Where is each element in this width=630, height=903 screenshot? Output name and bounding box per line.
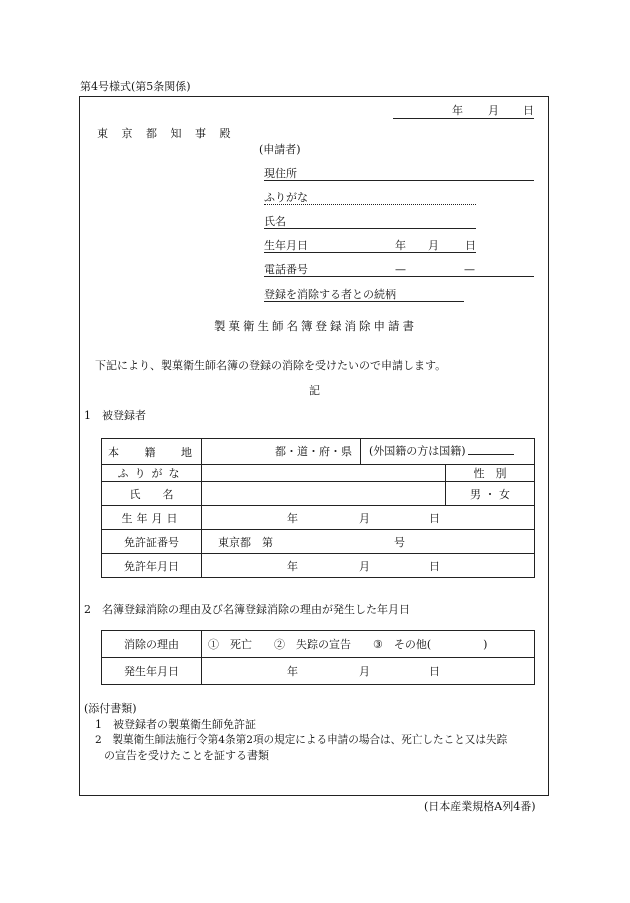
reason-label: 消除の理由	[102, 631, 202, 658]
intro-text: 下記により、製菓衛生師名簿の登録の消除を受けたいので申請します。	[95, 359, 447, 372]
birth-field[interactable]	[264, 252, 476, 253]
birth-label: 生年月日	[264, 239, 308, 252]
applicant-heading: (申請者)	[259, 143, 301, 156]
form-title: 製菓衛生師名簿登録消除申請書	[214, 319, 417, 333]
birth-cell-month: 月	[359, 511, 370, 525]
phone-field[interactable]	[264, 276, 534, 277]
table-row	[102, 482, 535, 506]
phone-dash-1: —	[395, 263, 406, 276]
table-row	[102, 631, 535, 658]
license-no-label: 免許証番号	[102, 530, 202, 554]
attachments-heading: (添付書類)	[84, 702, 137, 715]
honseki-divider	[360, 439, 361, 464]
birth-cell[interactable]	[202, 506, 535, 530]
honseki-label: 本 籍 地	[102, 439, 202, 465]
date-month: 月	[488, 104, 499, 117]
attachment-item-1: 1 被登録者の製菓衛生師免許証	[95, 718, 256, 731]
form-number: 第4号様式(第5条関係)	[80, 80, 191, 93]
furigana-cell[interactable]	[202, 465, 446, 482]
date-day: 日	[523, 104, 534, 117]
occurrence-day: 日	[429, 665, 440, 678]
license-date-cell[interactable]	[202, 554, 535, 578]
birth-cell-label: 生年月日	[102, 506, 202, 530]
table-row	[102, 506, 535, 530]
reason-disappearance[interactable]: ② 失踪の宣告	[274, 638, 351, 651]
ki-label: 記	[309, 384, 320, 397]
reason-death[interactable]: ① 死亡	[208, 638, 252, 651]
license-no-suffix: 号	[394, 535, 405, 549]
reason-other[interactable]: ③ その他(	[373, 638, 432, 651]
license-no-cell[interactable]	[202, 530, 535, 554]
paper-size-note: (日本産業規格A列4番)	[424, 800, 536, 813]
name-cell-label: 氏 名	[102, 482, 202, 506]
reason-table	[101, 630, 535, 685]
honseki-foreign: (外国籍の方は国籍)	[369, 444, 466, 458]
table-row	[102, 530, 535, 554]
date-underline	[393, 118, 534, 119]
address-field[interactable]	[264, 180, 534, 181]
honseki-field[interactable]	[202, 439, 535, 465]
table-row	[102, 658, 535, 685]
name-cell[interactable]	[202, 482, 446, 506]
license-date-label: 免許年月日	[102, 554, 202, 578]
honseki-pref: 都・道・府・県	[275, 444, 352, 458]
license-month: 月	[359, 559, 370, 573]
occurrence-date-cell[interactable]	[202, 658, 535, 685]
sex-label: 性 別	[446, 465, 535, 482]
table-row	[102, 439, 535, 465]
attachment-item-2-line-2: の宣告を受けたことを証する書類	[104, 749, 269, 762]
section2-heading: 2 名簿登録消除の理由及び名簿登録消除の理由が発生した年月日	[84, 603, 410, 616]
birth-day: 日	[465, 239, 476, 252]
furigana-cell-label: ふりがな	[102, 465, 202, 482]
furigana-label: ふりがな	[264, 191, 308, 204]
birth-year: 年	[395, 239, 406, 252]
table-row	[102, 465, 535, 482]
reason-cell	[202, 631, 535, 658]
license-year: 年	[287, 559, 298, 573]
phone-dash-2: —	[464, 263, 475, 276]
name-label: 氏名	[264, 215, 286, 228]
relation-label: 登録を消除する者との続柄	[264, 288, 396, 301]
date-year: 年	[452, 104, 463, 117]
birth-month: 月	[428, 239, 439, 252]
address-label: 現住所	[264, 167, 297, 180]
section1-heading: 1 被登録者	[84, 409, 146, 422]
addressee: 東 京 都 知 事 殿	[97, 127, 231, 140]
registrant-table	[101, 438, 535, 578]
sex-value[interactable]: 男 ・ 女	[446, 482, 535, 506]
occurrence-month: 月	[359, 665, 370, 678]
occurrence-date-label: 発生年月日	[102, 658, 202, 685]
relation-field[interactable]	[264, 301, 464, 302]
attachment-item-2-line-1: 2 製菓衛生師法施行令第4条第2項の規定による申請の場合は、死亡したこと又は失踪	[95, 734, 508, 746]
birth-cell-year: 年	[287, 511, 298, 525]
birth-cell-day: 日	[429, 511, 440, 525]
license-no-prefix: 東京都 第	[218, 535, 273, 549]
license-day: 日	[429, 559, 440, 573]
occurrence-year: 年	[287, 665, 298, 678]
phone-label: 電話番号	[264, 263, 308, 276]
table-row	[102, 554, 535, 578]
name-field[interactable]	[264, 228, 476, 229]
reason-other-close: )	[483, 638, 488, 651]
furigana-field[interactable]	[264, 204, 476, 205]
nationality-blank	[468, 444, 514, 455]
